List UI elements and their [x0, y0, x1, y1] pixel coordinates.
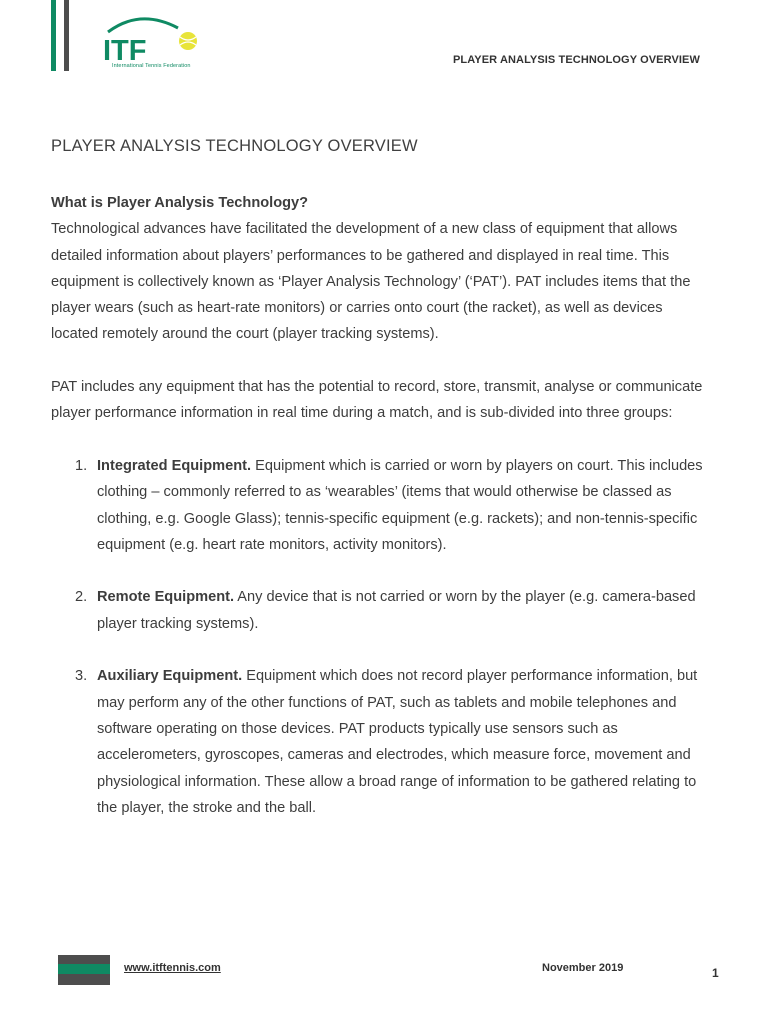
logo-tagline: International Tennis Federation — [112, 63, 191, 69]
footer-bar-grey-bottom — [58, 974, 110, 985]
list-item-integrated — [51, 453, 713, 558]
header-bar-green — [51, 0, 56, 71]
list-number: 1. — [75, 457, 88, 474]
tennis-ball-icon — [179, 32, 197, 50]
footer-website-link[interactable]: www.itftennis.com — [124, 962, 221, 974]
list-item-lead: Auxiliary Equipment. — [97, 668, 243, 685]
list-item-auxiliary — [51, 663, 713, 821]
list-item-text: Equipment which does not record player performance information, but may perform any of the other functions of PAT, such as tablets and mobile telephones and software operating on those devices. PAT products typically use sensors such as accelerometers, gyroscopes, cameras and electrodes, which measure force, movement and physiological information. These allow a broad range of information to be gathered relating to the player, the stroke and the ball. — [97, 668, 698, 816]
page-number: 1 — [712, 966, 719, 980]
list-number: 2. — [75, 589, 88, 606]
section-subheading: What is Player Analysis Technology? — [51, 195, 309, 211]
groups-paragraph: PAT includes any equipment that has the potential to record, store, transmit, analyse or communicate player performance information in real time during a match, and is sub-divided into three groups: — [51, 379, 703, 422]
list-item-lead: Integrated Equipment. — [97, 457, 252, 474]
page-title: PLAYER ANALYSIS TECHNOLOGY OVERVIEW — [51, 137, 418, 155]
list-item-lead: Remote Equipment. — [97, 589, 235, 606]
list-number: 3. — [75, 668, 88, 685]
list-item-text: Any device that is not carried or worn by the player (e.g. camera-based player tracking systems). — [97, 589, 696, 632]
footer-bar-grey-top — [58, 955, 110, 964]
running-header-title: PLAYER ANALYSIS TECHNOLOGY OVERVIEW — [453, 54, 700, 66]
footer-bar-green — [58, 964, 110, 974]
intro-paragraph: Technological advances have facilitated the development of a new class of equipment that allows detailed information about players’ performances to be gathered and displayed in real time. This equipment is collectively known as ‘Player Analysis Technology’ (‘PAT’). PAT includes items that the player wears (such as heart-rate monitors) or carries onto court (the racket), as well as devices located remotely around the court (player tracking systems). — [51, 221, 691, 343]
document-body — [51, 190, 713, 821]
header-bar-grey — [64, 0, 69, 71]
footer-date: November 2019 — [542, 962, 624, 974]
list-item-text: Equipment which is carried or worn by players on court. This includes clothing – commonly referred to as ‘wearables’ (items that would otherwise be classed as clothing, e.g. Google Glass); tennis-specific equipment (e.g. rackets); and non-tennis-specific equipment (e.g. heart rate monitors, activity monitors). — [97, 457, 703, 553]
itf-logo-mark — [100, 16, 204, 62]
itf-logo — [100, 16, 204, 74]
logo-wordmark: ITF — [103, 35, 147, 62]
list-item-remote — [51, 584, 713, 637]
